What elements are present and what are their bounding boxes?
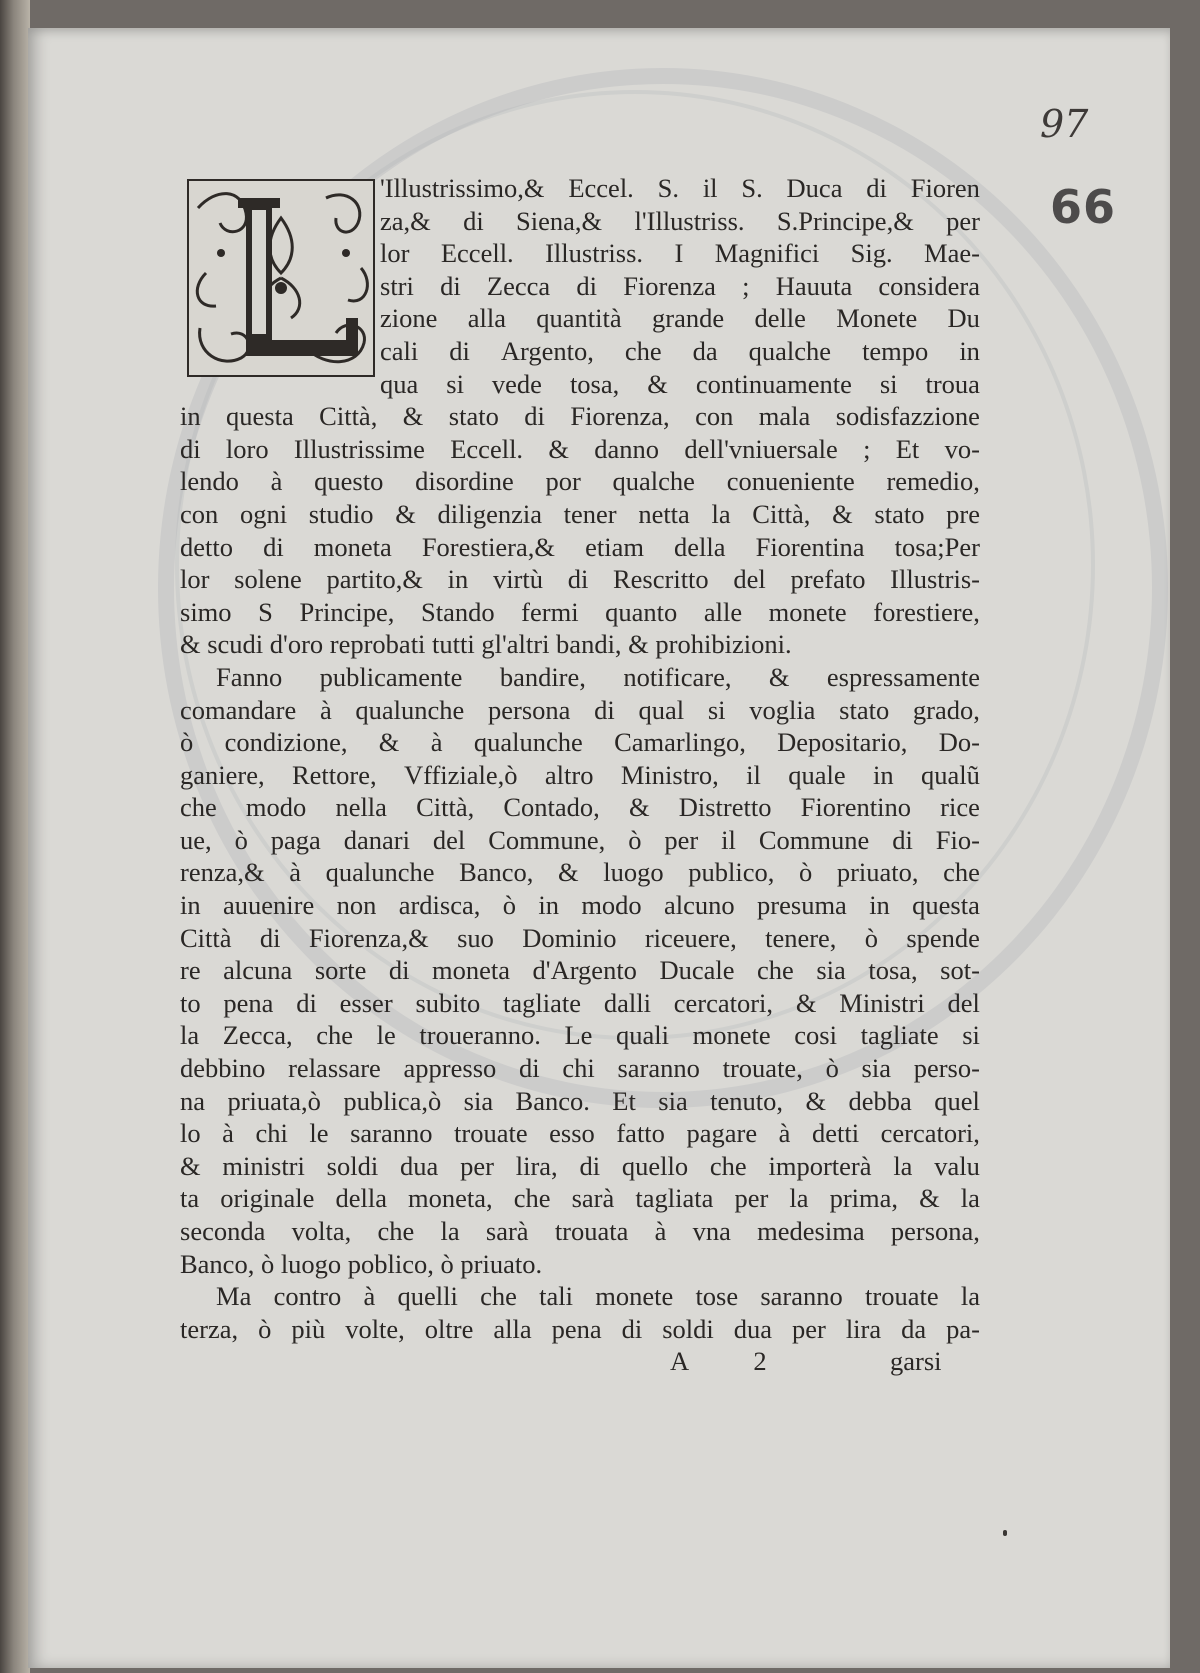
text-line: lo à chi le saranno trouate esso fatto pagare à detti cercatori, — [180, 1118, 980, 1149]
text-line: lor Eccell. Illustriss. I Magnifici Sig. Mae- — [380, 238, 980, 269]
text-line: lor solene partito,& in virtù di Rescritto del prefato Illustris- — [180, 564, 980, 595]
text-line: cali di Argento, che da qualche tempo in — [380, 335, 980, 366]
text-line: Banco, ò luogo poblico, ò priuato. — [180, 1248, 543, 1279]
signature-line — [180, 1345, 980, 1378]
folio-number: 97 — [1040, 102, 1089, 146]
text-line: con ogni studio & diligenzia tener netta la Città, & stato pre — [180, 498, 980, 529]
text-line: Città di Fiorenza,& suo Dominio riceuere, tenere, ò spende — [180, 922, 980, 953]
text-line: to pena di esser subito tagliate dalli cercatori, & Ministri del — [180, 987, 980, 1018]
old-folio-number: 66 — [1050, 180, 1117, 234]
text-line: ta originale della moneta, che sarà tagliata per la prima, & la — [180, 1183, 980, 1214]
signature-mark: A — [670, 1346, 690, 1377]
text-line: che modo nella Città, Contado, & Distretto Fiorentino rice — [180, 792, 980, 823]
text-line: lendo à questo disordine por qualche conueniente remedio, — [180, 466, 980, 497]
text-line: 'Illustrissimo,& Eccel. S. il S. Duca di Fioren — [380, 173, 980, 203]
text-line: ue, ò paga danari del Commune, ò per il Commune di Fio- — [180, 824, 980, 855]
text-line: Fanno publicamente bandire, notificare, & espressamente — [216, 661, 980, 692]
text-line: di loro Illustrissime Eccell. & danno dell'vniuersale ; Et vo- — [180, 433, 980, 464]
text-line: & ministri soldi dua per lira, di quello che importerà la valu — [180, 1150, 980, 1181]
ink-speck — [1003, 1530, 1007, 1536]
catchword: garsi — [890, 1346, 942, 1377]
text-line: in auuenire non ardisca, ò in modo alcuno presuma in questa — [180, 890, 980, 921]
text-line: renza,& à qualunche Banco, & luogo publico, ò priuato, che — [180, 857, 980, 888]
text-line: comandare à qualunche persona di qual si voglia stato grado, — [180, 694, 980, 725]
text-line: zione alla quantità grande delle Monete Du — [380, 303, 980, 334]
facing-page-edge — [0, 0, 30, 1673]
text-line: detto di moneta Forestiera,& etiam della Fiorentina tosa;Per — [180, 531, 980, 562]
text-line: & scudi d'oro reprobati tutti gl'altri bandi, & prohibizioni. — [180, 629, 792, 660]
text-line: la Zecca, che le troueranno. Le quali monete cosi tagliate si — [180, 1020, 980, 1051]
text-line: in questa Città, & stato di Fiorenza, con mala sodisfazzione — [180, 401, 980, 432]
text-line: na priuata,ò publica,ò sia Banco. Et sia tenuto, & debba quel — [180, 1085, 980, 1116]
text-line: stri di Zecca di Fiorenza ; Hauuta considera — [380, 270, 980, 301]
text-line: Ma contro à quelli che tali monete tose saranno trouate la — [216, 1281, 980, 1312]
text-line: terza, ò più volte, oltre alla pena di soldi dua per lira da pa- — [180, 1313, 980, 1344]
signature-number: 2 — [753, 1346, 767, 1377]
text-line: simo S Principe, Stando fermi quanto alle monete forestiere, — [180, 596, 980, 627]
text-line: seconda volta, che la sarà trouata à vna medesima persona, — [180, 1216, 980, 1246]
text-line: ganiere, Rettore, Vffiziale,ò altro Ministro, il quale in qualũ — [180, 759, 980, 790]
text-line: re alcuna sorte di moneta d'Argento Ducale che sia tosa, sot- — [180, 955, 980, 986]
text-line: ò condizione, & à qualunche Camarlingo, Depositario, Do- — [180, 727, 980, 758]
text-line: qua si vede tosa, & continuamente si troua — [380, 368, 980, 399]
text-line: za,& di Siena,& l'Illustriss. S.Principe,& per — [380, 205, 980, 236]
text-line: debbino relassare appresso di chi saranno trouate, ò sia perso- — [180, 1053, 980, 1084]
body-text — [180, 172, 980, 1378]
